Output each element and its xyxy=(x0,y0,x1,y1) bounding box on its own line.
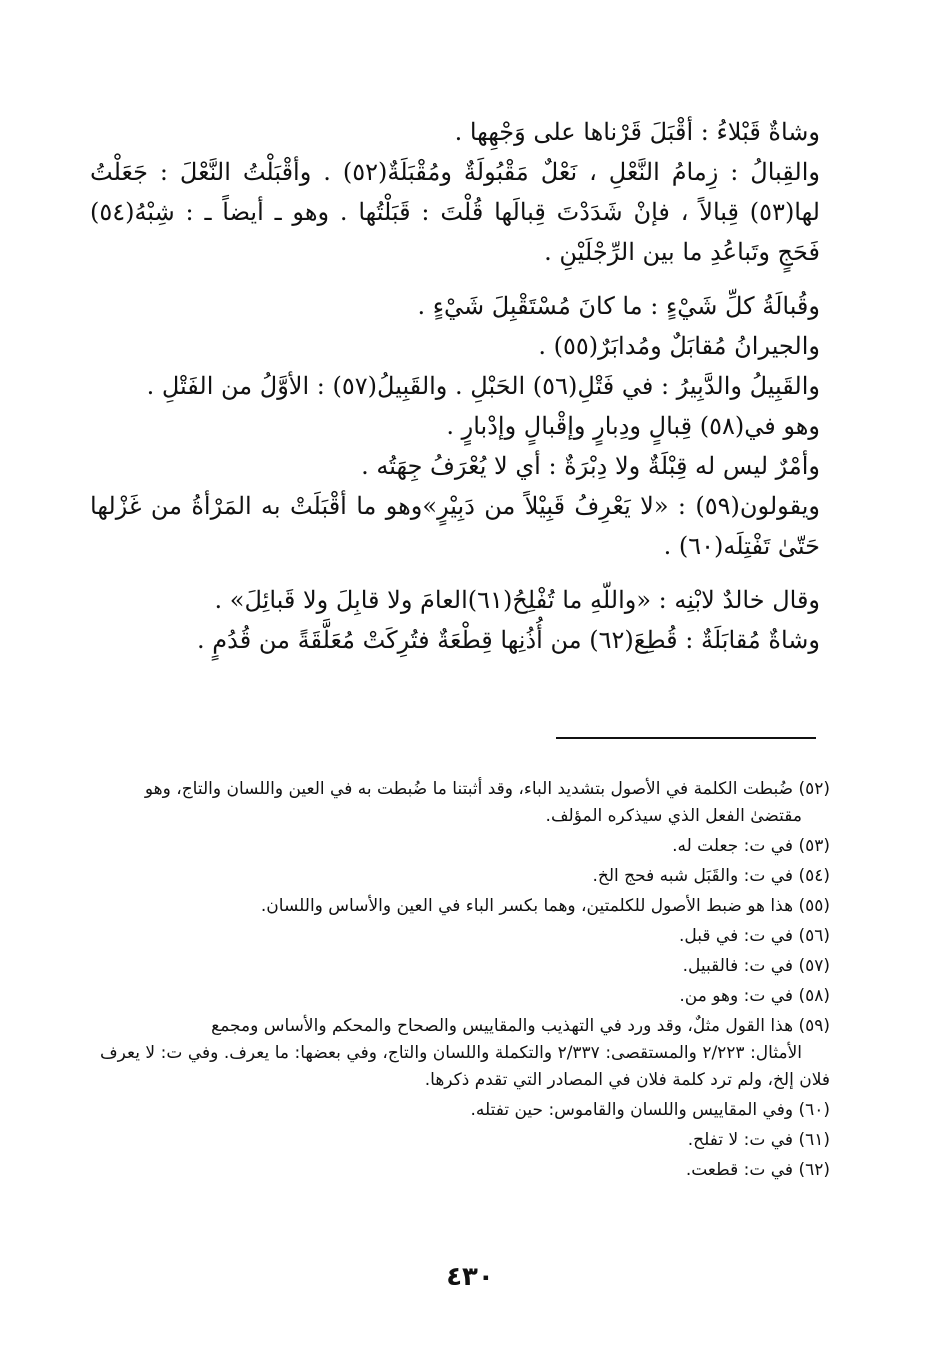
footnote-number: (٥٩) xyxy=(798,1016,830,1036)
footnote xyxy=(100,863,830,890)
footnote-text: وفي المقاييس واللسان والقاموس: حين تفتله. xyxy=(470,1100,794,1120)
main-paragraph: وشاةٌ مُقابَلَةٌ : قُطِعَ(٦٢) من أُذُنِها قِطْعَةٌ فتُرِكَتْ مُعَلَّقَةً من قُدُمٍ . xyxy=(197,626,820,654)
footnote xyxy=(100,833,830,860)
footnote xyxy=(100,1013,830,1094)
footnote-continuation: مقتضىٰ الفعل الذي سيذكره المؤلف. xyxy=(545,806,802,826)
page-number: ٤٣٠ xyxy=(446,1262,494,1292)
footnote-number: (٥٧) xyxy=(798,956,830,976)
footnote-text: ضُبطت الكلمة في الأصول بتشديد الباء، وقد أثبتنا ما ضُبطت به في العين واللسان والتاج، وهو xyxy=(144,779,794,799)
footnote xyxy=(100,983,830,1010)
footnote xyxy=(100,1127,830,1154)
footnote xyxy=(100,923,830,950)
footnote-text: في ت: قطعت. xyxy=(685,1160,794,1180)
footnote-number: (٦١) xyxy=(798,1130,830,1150)
footnote-number: (٥٦) xyxy=(798,926,830,946)
footnote-text: في ت: فالقبيل. xyxy=(682,956,794,976)
main-paragraph: وقال خالدٌ لابْنِه : «واللّهِ ما تُفْلِحُ(٦١)العامَ ولا قابِلَ ولا قَبائِلَ» . xyxy=(214,586,820,614)
main-paragraph: والقِبالُ : زِمامُ النَّعْلِ ، نَعْلٌ مَقْبُولَةٌ ومُقْبَلَةٌ(٥٢) . وأقْبَلْتُ النَّعْلَ : جَعَلْتُ لها(٥٣) قِبالاً ، فإنْ شَدَدْتَ قِبالَها قُلْتَ : قَبَلْتُها . وهو ـ أيضاً ـ : شِبْهُ(٥٤) فَحَجٍ وتَباعُدِ ما بين الرِّجْلَيْنِ . xyxy=(90,158,820,266)
main-paragraph: والقَبِيلُ والدَّبِيرُ : في فَتْلِ(٥٦) الحَبْلِ . والقَبِيلُ(٥٧) : الأوَّلُ من الفَتْلِ . xyxy=(146,372,820,400)
footnote-continuation: الأمثال: ٢/٢٢٣ والمستقصى: ٢/٣٣٧ والتكملة واللسان والتاج، وفي بعضها: ما يعرف. وفي ت: لا يعرف فلان إلخ، ولم ترد كلمة فلان في المصادر التي تقدم ذكرها. xyxy=(100,1043,830,1090)
main-paragraph: وقُبالَةُ كلِّ شَيْءٍ : ما كانَ مُسْتَقْبِلَ شَيْءٍ . xyxy=(417,292,820,320)
footnotes xyxy=(100,776,830,1187)
footnote xyxy=(100,1157,830,1184)
footnote-number: (٥٣) xyxy=(798,836,830,856)
main-paragraph: ويقولون(٥٩) : «لا يَعْرِفُ قَبِيْلاً من دَبِيْرٍ»وهو ما أقْبَلَتْ به المَرْأةُ من غَزْلها حَتّىٰ تَفْتِلَه(٦٠) . xyxy=(90,492,820,560)
footnote-text: هذا القول مثلٌ، وقد ورد في التهذيب والمقاييس والصحاح والمحكم والأساس ومجمع xyxy=(211,1016,794,1036)
footnote-text: في ت: في قبل. xyxy=(678,926,794,946)
footnote xyxy=(100,953,830,980)
footnote-text: هذا هو ضبط الأصول للكلمتين، وهما بكسر الباء في العين والأساس واللسان. xyxy=(260,896,794,916)
footnote-number: (٦٠) xyxy=(798,1100,830,1120)
footnote-text: في ت: وهو من. xyxy=(679,986,794,1006)
footnote-number: (٦٢) xyxy=(798,1160,830,1180)
main-paragraph: وشاةٌ قَبْلاءُ : أقْبَلَ قَرْناها على وَجْهِها . xyxy=(454,118,820,146)
footnote-number: (٥٨) xyxy=(798,986,830,1006)
footnote xyxy=(100,893,830,920)
footnote xyxy=(100,1097,830,1124)
footnote-text: في ت: جعلت له. xyxy=(672,836,794,856)
main-paragraph: وأمْرٌ ليس له قِبْلَةٌ ولا دِبْرَةٌ : أي لا يُعْرَفُ جِهَتُه . xyxy=(361,452,820,480)
footnote xyxy=(100,776,830,830)
footnote-number: (٥٢) xyxy=(798,779,830,799)
footnote-divider xyxy=(556,737,816,739)
footnote-number: (٥٤) xyxy=(798,866,830,886)
footnote-text: في ت: والقَبَل شبه فحج الخ. xyxy=(592,866,794,886)
main-text xyxy=(90,112,820,660)
main-paragraph: والجيرانُ مُقابَلٌ ومُدابَرٌ(٥٥) . xyxy=(538,332,820,360)
footnote-text: في ت: لا تفلح. xyxy=(687,1130,794,1150)
main-paragraph: وهو في(٥٨) قِبالٍ ودِبارٍ وإقْبالٍ وإدْبارٍ . xyxy=(446,412,820,440)
footnote-number: (٥٥) xyxy=(798,896,830,916)
